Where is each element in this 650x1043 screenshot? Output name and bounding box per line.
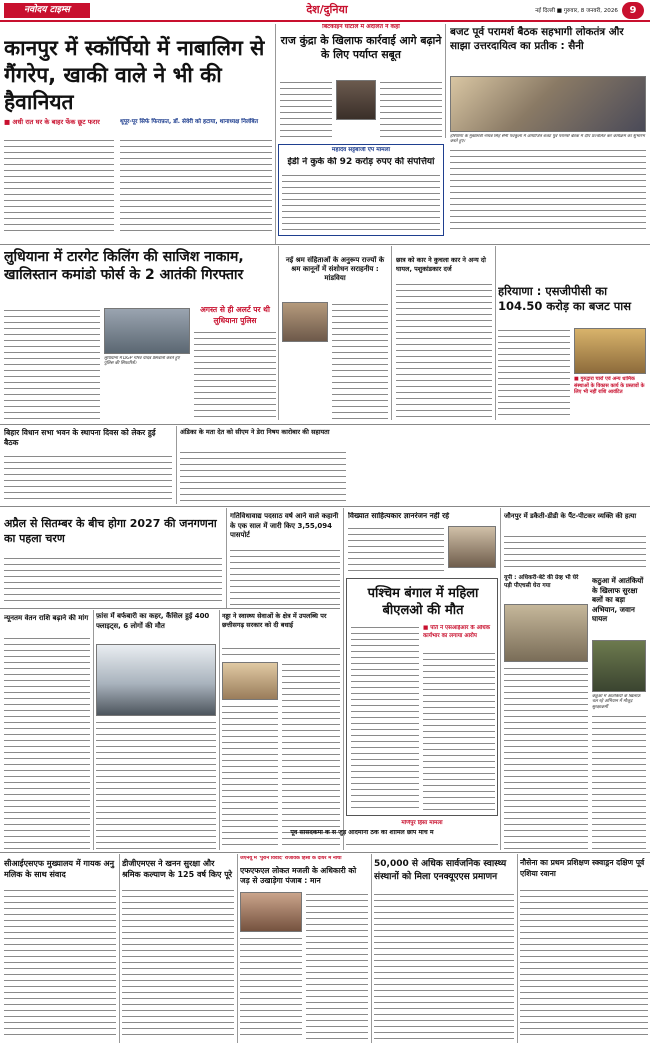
nqas-headline: 50,000 से अधिक सार्वजनिक स्वास्थ्य संस्थानों को मिला एनक्यूएएस प्रमाणन — [374, 859, 507, 882]
lead-headline: कानपुर में स्कॉर्पियो में नाबालिग से गैंगरेप, खाकी वाले ने भी की हैवानियत — [4, 36, 265, 113]
census-body — [4, 556, 222, 604]
wage-headline: न्यूनतम वेतन राशि बढ़ाने की मांग — [4, 614, 89, 622]
nqas-body — [374, 892, 514, 1040]
vikhyat-photo — [448, 526, 496, 568]
ludhiana-photo — [104, 308, 190, 354]
jaunpur-body-2 — [504, 666, 588, 850]
kathua-body — [592, 714, 646, 850]
bihar-second-body — [180, 450, 346, 504]
nadda-body-2 — [282, 662, 340, 850]
mann-kicker: जेएनयू में 'पुराने विवाद' राजविक हिंसा के दायरे में नार्थो — [240, 856, 342, 861]
nadda-body-3 — [222, 704, 278, 850]
navy-body — [520, 888, 648, 1040]
navy-headline: नौसेना का प्रथम प्रशिक्षण स्क्वाड्रन दक्षिण पूर्व एशिया रवाना — [520, 858, 645, 878]
ed-body — [282, 173, 440, 233]
jaunpur-photo — [504, 604, 588, 662]
dgms-headline: डीजीएमएस ने खनन सुरक्षा और श्रमिक कल्याण के 125 वर्ष किए पूरे — [122, 859, 233, 879]
lead-side-body — [120, 138, 272, 234]
sgpc-headline: हरियाणा : एसजीपीसी का 104.50 करोड़ का बजट पास — [498, 284, 632, 313]
vikhyat-headline: विख्यात साहित्यकार ज्ञानरंजन नहीं रहे — [348, 512, 450, 520]
cisf-body — [4, 888, 116, 1040]
france-headline: फ़ांस में बर्फबारी का कहर, कैंसिल हुई 400 फ्लाइट्स, 6 लोगों की मौत — [96, 612, 210, 630]
page-number: 9 — [622, 2, 644, 19]
bihar-headline: बिहार विधान सभा भवन के स्थापना दिवस को लेकर हुई बैठक — [4, 428, 156, 447]
manipur-headline: पूर्व सांसदकर्मी के से जुड़े अदिमानी ठेके की शामिल छापे मार्च में — [290, 830, 434, 836]
jaunpur-body — [504, 534, 646, 570]
mann-body — [306, 892, 368, 1040]
labour-photo — [282, 302, 328, 342]
ludhiana-sidebar-body — [194, 330, 276, 420]
lead-body — [4, 138, 114, 234]
cisf-headline: सीआईएसएफ मुख्यालय में गायक अनु मलिक के साथ संवाद — [4, 859, 115, 879]
ed-kicker: महादेव सट्टेबाजी ऐप मामला — [331, 147, 391, 153]
bihar-second-headline: अंडिका के मता देत को सीएम ने डेरा निषय कारोबार की सहायता — [180, 428, 330, 436]
budget-body — [450, 148, 646, 232]
ludhiana-body — [4, 308, 100, 420]
masthead — [0, 0, 650, 22]
mann-photo — [240, 892, 302, 932]
manipur-body — [346, 842, 498, 850]
vikhyat-body — [348, 526, 444, 574]
passport-body — [230, 548, 340, 606]
labour-body — [332, 302, 388, 420]
jaunpur-sub: यूपी : अधिकरी-बेटे की ग्रेव्ह भी घेरे पड़ी पीएचसी घेरा गया — [504, 575, 579, 589]
sgpc-sidebar: ■ गुरुद्वारा चारों एवं अन्य धार्मिक संस्थाओं के विकास कार्य के प्रस्तावों के लिए भी नहीं राशि आवंटित — [574, 376, 645, 395]
ludhiana-caption: लुधियाना में DGP गौरव यादव प्रेसवार्ता करते हुए पुलिस की सिफारिशें। — [104, 356, 180, 367]
kathua-headline: कठुआ में आतंकियों के खिलाफ सुरक्षा बलों का बड़ा अभियान, जवान घायल — [592, 576, 644, 623]
ed-box — [278, 144, 444, 236]
bengal-box — [346, 578, 498, 816]
section-label: देश/दुनिया — [306, 3, 348, 16]
france-body — [96, 720, 216, 850]
dgms-body — [122, 888, 234, 1040]
ludhiana-headline: लुधियाना में टारगेट किलिंग की साजिश नाकाम, खालिस्तान कमांडो फोर्स के 2 आतंकी गिरफ्तार — [4, 249, 244, 283]
ludhiana-sidebar: अगस्त से ही अलर्ट पर थी लुधियाना पुलिस — [200, 305, 270, 325]
issue-date: नई दिल्ली ■ गुरुवार, 8 जनवरी, 2026 — [535, 8, 618, 14]
mann-headline: एफएफएल लोकत मजली के अधिकारी को जड़ से उखाड़ेगा पंजाब : मान — [240, 866, 357, 885]
brand-logo: नवोदय टाइम्स — [4, 3, 90, 18]
bengal-body-left — [351, 625, 419, 811]
bengal-headline: पश्चिम बंगाल में महिला बीएलओ की मौत — [367, 586, 479, 618]
jaunpur-headline: जौनपुर में डकैती-डीडी के पैंट-पीटकर व्यक्ति की हत्या — [504, 512, 637, 520]
bengal-kicker: ■ पति ने एसआईआर के अधिक कार्यभार का लगाया आरोप — [423, 625, 491, 639]
kundra-photo — [336, 80, 376, 120]
student-body — [396, 282, 492, 420]
kundra-headline: राज कुंद्रा के खिलाफ कार्रवाई आगे बढ़ाने के लिए पर्याप्त सबूत — [280, 34, 442, 61]
budget-headline: बजट पूर्व परामर्श बैठक सहभागी लोकतंत्र और साझा उत्तरदायित्व का प्रतीक : सैनी — [450, 26, 624, 52]
census-headline: अप्रैल से सितम्बर के बीच होगा 2027 की जनगणना का पहला चरण — [4, 517, 217, 545]
france-photo — [96, 644, 216, 716]
kundra-body-left — [280, 80, 332, 140]
student-headline: छात्र को कार ने कुचला कार ने अन्य दो घायल, पशुकांडकार दर्ज — [396, 256, 486, 273]
lead-side-headline: थूपूर-पूर सिर्फ फिराफ़त, डॉ. सेवेरी को हटाया, थानाध्यक्ष निलंबित — [120, 119, 259, 125]
nadda-photo — [222, 662, 278, 700]
mann-body-2 — [240, 936, 302, 1040]
ed-headline: ईडी ने कुर्क की 92 करोड़ रुपए की संपत्तियां — [287, 157, 435, 167]
sgpc-photo — [574, 328, 646, 374]
bengal-body-right — [423, 651, 495, 811]
wage-body — [4, 636, 90, 850]
passport-headline: गतिविधावाद्य पदसाठ वर्ष आने वाले कहानी के एक साल में जारी किए 3,55,094 पासपोर्ट — [230, 512, 339, 539]
nadda-body — [222, 646, 340, 660]
sgpc-body-left — [498, 328, 570, 420]
bihar-body — [4, 454, 172, 504]
budget-photo — [450, 76, 646, 132]
kundra-kicker: बिटकॉइन घोटाले में अदालत ने कहा — [322, 24, 400, 30]
lead-kicker: ■ अधी रात घर के बाहर फेंक छूट फरार — [4, 118, 100, 126]
kundra-body-right — [380, 80, 442, 140]
labour-headline: नई श्रम संहिताओं के अनुरूप राज्यों के श्रम कानूनों में संशोधन सराहनीय : मांडविया — [285, 256, 385, 282]
nadda-headline: नड्डा ने स्वास्थ्य सेवाओं के क्षेत्र में उपलब्धि पर छत्तीसगढ़ सरकार को दी बधाई — [222, 612, 327, 629]
kathua-caption: कठुआ में आतंकियों के खिलाफ़ चल रहे अभियान में मौजूद सुरक्षाकर्मी — [592, 694, 641, 710]
kathua-photo — [592, 640, 646, 692]
manipur-kicker: मणिपुर हिंसा मामला — [401, 820, 443, 826]
budget-caption: हरियाणा के मुख्यमंत्री नायब सिंह सैनी पंचकूला में आयोजित बजट पूर्व परामर्श बैठक में दीप प्रज्वलित कर कार्यक्रम का शुभारंभ करते हुए। — [450, 134, 645, 145]
